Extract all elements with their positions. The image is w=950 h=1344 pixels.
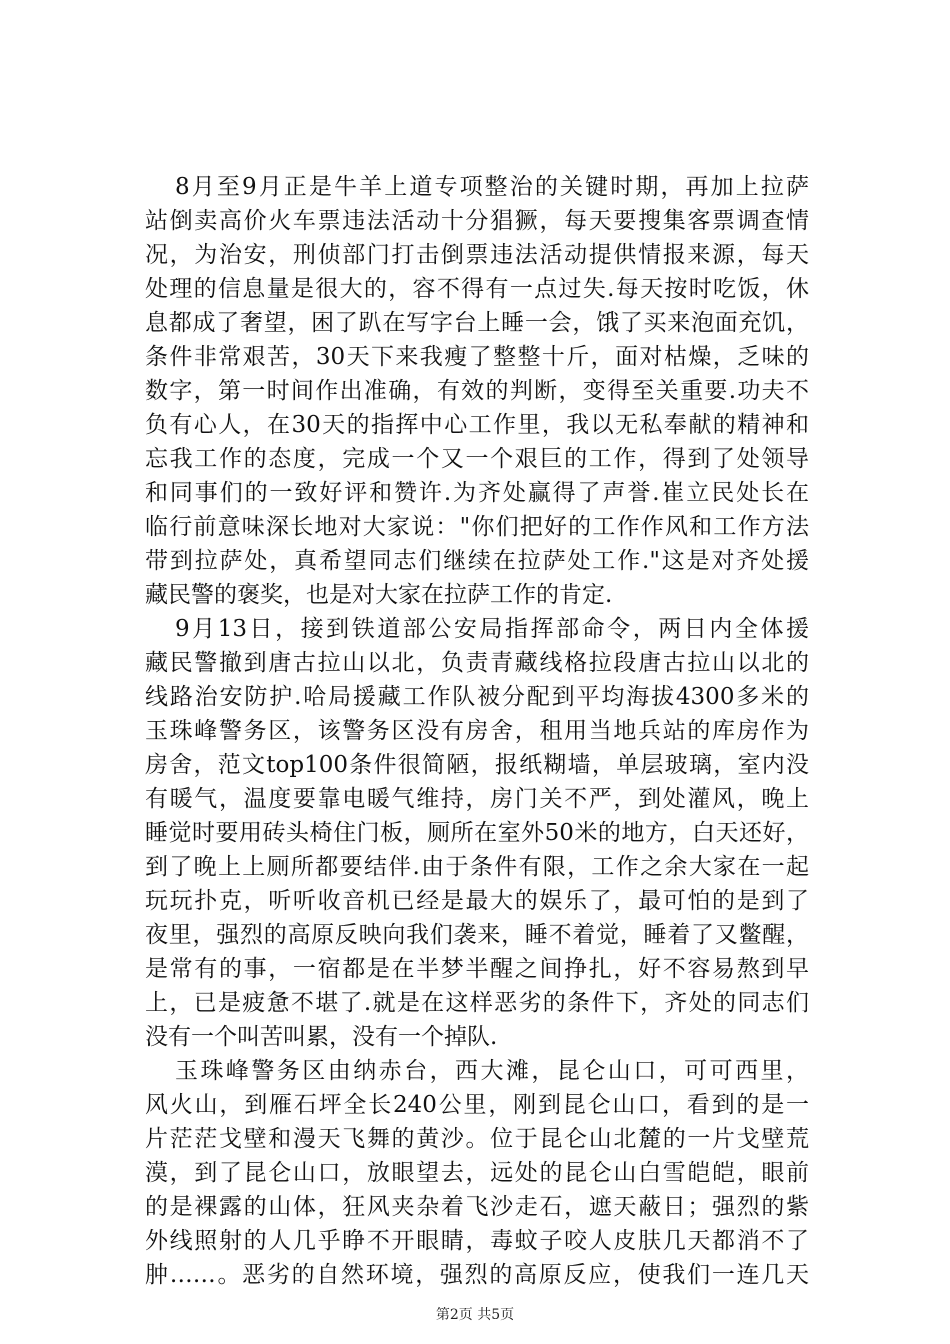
text-line: 外线照射的人几乎睁不开眼睛，毒蚊子咬人皮肤几天都消不了	[145, 1228, 809, 1254]
text-line: 况，为治安，刑侦部门打击倒票违法活动提供情报来源，每天	[145, 242, 809, 268]
text-line: 藏民警撤到唐古拉山以北，负责青藏线格拉段唐古拉山以北的	[145, 650, 809, 676]
text-line: 9月13日，接到铁道部公安局指挥部命令，两日内全体援	[175, 616, 809, 642]
text-line: 玉珠峰警务区由纳赤台，西大滩，昆仑山口，可可西里，	[175, 1058, 809, 1084]
text-line: 处理的信息量是很大的，容不得有一点过失.每天按时吃饭，休	[145, 276, 809, 302]
body-text	[145, 170, 809, 1292]
text-line: 片茫茫戈壁和漫天飞舞的黄沙。位于昆仑山北麓的一片戈壁荒	[145, 1126, 809, 1152]
text-line: 条件非常艰苦，30天下来我瘦了整整十斤，面对枯燥，乏味的	[145, 344, 809, 370]
text-line: 肿……。恶劣的自然环境，强烈的高原反应，使我们一连几天	[145, 1262, 809, 1288]
text-line: 有暖气，温度要靠电暖气维持，房门关不严，到处灌风，晚上	[145, 786, 809, 812]
text-line: 风火山，到雁石坪全长240公里，刚到昆仑山口，看到的是一	[145, 1092, 809, 1118]
text-line: 房舍，范文top100条件很简陋，报纸糊墙，单层玻璃，室内没	[145, 752, 809, 778]
text-line: 带到拉萨处，真希望同志们继续在拉萨处工作."这是对齐处援	[145, 548, 809, 574]
text-line: 息都成了奢望，困了趴在写字台上睡一会，饿了买来泡面充饥，	[145, 310, 809, 336]
text-line: 的是裸露的山体，狂风夹杂着飞沙走石，遮天蔽日；强烈的紫	[145, 1194, 809, 1220]
text-line: 临行前意味深长地对大家说："你们把好的工作作风和工作方法	[145, 514, 809, 540]
text-line: 藏民警的褒奖，也是对大家在拉萨工作的肯定.	[145, 582, 613, 608]
text-line: 是常有的事，一宿都是在半梦半醒之间挣扎，好不容易熬到早	[145, 956, 809, 982]
text-line: 漠，到了昆仑山口，放眼望去，远处的昆仑山白雪皑皑，眼前	[145, 1160, 809, 1186]
text-line: 和同事们的一致好评和赞许.为齐处赢得了声誉.崔立民处长在	[145, 480, 809, 506]
text-line: 上，已是疲惫不堪了.就是在这样恶劣的条件下，齐处的同志们	[145, 990, 809, 1016]
text-line: 站倒卖高价火车票违法活动十分猖獗，每天要搜集客票调查情	[145, 208, 809, 234]
text-line: 玉珠峰警务区，该警务区没有房舍，租用当地兵站的库房作为	[145, 718, 809, 744]
text-line: 8月至9月正是牛羊上道专项整治的关键时期，再加上拉萨	[175, 174, 809, 200]
text-line: 到了晚上上厕所都要结伴.由于条件有限，工作之余大家在一起	[145, 854, 809, 880]
text-line: 忘我工作的态度，完成一个又一个艰巨的工作，得到了处领导	[145, 446, 809, 472]
text-line: 夜里，强烈的高原反映向我们袭来，睡不着觉，睡着了又鳖醒，	[145, 922, 809, 948]
page-number-footer: 第2页 共5页	[435, 1307, 515, 1323]
text-line: 数字，第一时间作出准确，有效的判断，变得至关重要.功夫不	[145, 378, 809, 404]
text-line: 玩玩扑克，听听收音机已经是最大的娱乐了，最可怕的是到了	[145, 888, 809, 914]
text-line: 负有心人，在30天的指挥中心工作里，我以无私奉献的精神和	[145, 412, 809, 438]
text-line: 睡觉时要用砖头椅住门板，厕所在室外50米的地方，白天还好，	[145, 820, 809, 846]
text-line: 线路治安防护.哈局援藏工作队被分配到平均海拔4300多米的	[145, 684, 809, 710]
text-line: 没有一个叫苦叫累，没有一个掉队.	[145, 1024, 498, 1050]
